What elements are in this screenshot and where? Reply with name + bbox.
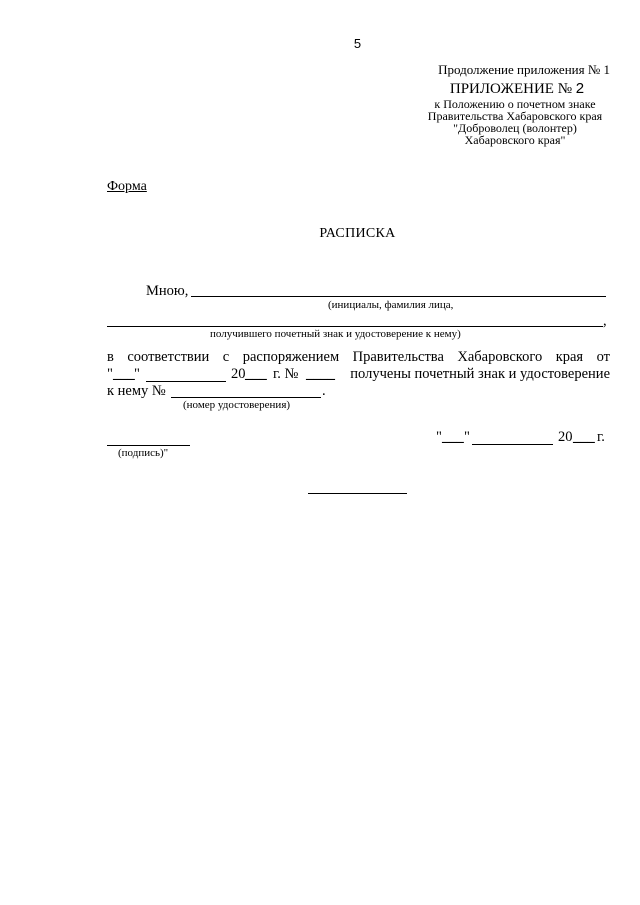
- hint-received: получившего почетный знак и удостоверение к нему): [210, 328, 461, 340]
- order-month-blank: [146, 381, 226, 382]
- closing-rule: [308, 493, 407, 494]
- line-comma: ,: [603, 313, 607, 329]
- date-quote-open: ": [436, 429, 442, 445]
- date-day-blank: ___: [442, 429, 464, 445]
- order-year-blank: ___: [245, 366, 267, 382]
- mnoyu-label: Мною,: [146, 283, 189, 299]
- form-label: Форма: [107, 179, 147, 194]
- date-quote-close: ": [464, 429, 470, 445]
- body-line-3-start: к нему №: [107, 383, 166, 399]
- appendix-word: ПРИЛОЖЕНИЕ №: [449, 81, 573, 97]
- reference-line-1: к Положению о почетном знаке: [434, 97, 596, 111]
- order-day-blank: ___: [113, 366, 135, 382]
- reference-line-4: Хабаровского края": [464, 133, 566, 147]
- name-continuation-line: [107, 326, 603, 327]
- body-line-2-rest: получены почетный знак и удостоверение: [350, 366, 610, 382]
- page-number: 5: [353, 36, 362, 51]
- continuation-note: Продолжение приложения № 1: [438, 62, 610, 77]
- date-month-blank: [472, 444, 553, 445]
- order-number-blank: ____: [306, 366, 335, 382]
- order-g-no: г. №: [273, 366, 299, 382]
- document-title: РАСПИСКА: [319, 226, 396, 241]
- appendix-title: [432, 80, 602, 98]
- order-date-quote-close: ": [134, 366, 140, 382]
- order-date-quote-open: ": [107, 366, 113, 382]
- reference-line-3: "Доброволец (волонтер): [453, 121, 577, 135]
- name-blank-line: [191, 296, 606, 297]
- date-g: г.: [597, 429, 605, 445]
- hint-certificate-number: (номер удостоверения): [183, 399, 291, 411]
- signature-blank: [107, 445, 190, 446]
- hint-initials: (инициалы, фамилия лица,: [328, 299, 454, 311]
- appendix-number: 2: [575, 80, 585, 97]
- body-line-3-end: .: [322, 383, 326, 399]
- date-year-prefix: 20: [558, 429, 573, 445]
- body-line-1: в соответствии с распоряжением Правительства Хабаровского края от: [107, 349, 610, 365]
- reference-line-2: Правительства Хабаровского края: [427, 109, 603, 123]
- certificate-number-blank: [171, 397, 321, 398]
- date-year-blank: ___: [573, 429, 595, 445]
- hint-signature: (подпись)": [118, 447, 169, 459]
- appendix-reference: [410, 98, 620, 146]
- order-year-prefix: 20: [231, 366, 246, 382]
